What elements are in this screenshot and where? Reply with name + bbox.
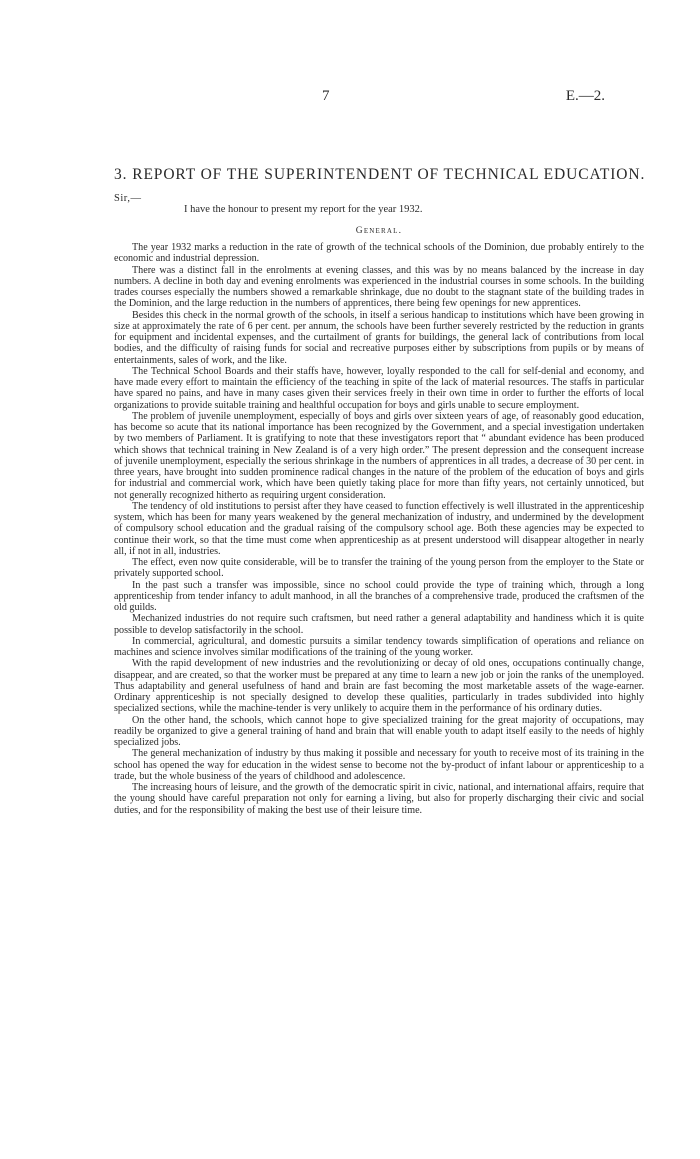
paragraph: The effect, even now quite considerable, will be to transfer the training of the young person from the employer to the State or privately supported school. [114, 557, 644, 580]
salutation: Sir,— [114, 193, 142, 204]
paragraph: In commercial, agricultural, and domestic pursuits a similar tendency towards simplification of operations and reliance on machines and science involves similar modifications of the training of the young worker. [114, 635, 644, 658]
page-number: 7 [322, 88, 330, 104]
paragraph: The problem of juvenile unemployment, especially of boys and girls over sixteen years of age, of reasonably good education, has become so acute that its national importance has been recognized by the Government, and a special investigation undertaken by two members of Parliament. It is gratifying to note that these investigators report that “ abundant evidence has been produced which shows that technical training in New Zealand is of a very high order.” The present depression and the consequent increase of juvenile unemployment, especially the serious shrinkage in the numbers of apprentices in all trades, a decrease of 30 per cent. in three years, have brought into sudden prominence radical changes in the nature of the problem of the education of boys and girls for industrial and commercial work, which have been quietly taking place for more than fifty years, not certainly unnoticed, but not generally recognized hitherto as requiring urgent consideration. [114, 410, 644, 501]
report-title: 3. REPORT OF THE SUPERINTENDENT OF TECHNICAL EDUCATION. [114, 166, 646, 183]
report-body [114, 242, 644, 816]
paragraph: The Technical School Boards and their staffs have, however, loyally responded to the call for self-denial and economy, and have made every effort to maintain the efficiency of the teaching in spite of the lack of material resources. The staffs in particular have spared no pains, and have in many cases given their services freely in their own time in order to further the efforts of local organizations to provide suitable training and healthful occupation for boys and girls unable to secure employment. [114, 365, 644, 411]
document-reference: E.—2. [565, 88, 605, 104]
intro-line: I have the honour to present my report for the year 1932. [184, 204, 423, 215]
section-heading: General. [355, 226, 403, 236]
paragraph: The general mechanization of industry by thus making it possible and necessary for youth to receive most of its training in the school has opened the way for education in the widest sense to become not the by-product of infant labour or apprenticeship to a trade, but the whole business of the years of childhood and adolescence. [114, 748, 644, 782]
paragraph: Besides this check in the normal growth of the schools, in itself a serious handicap to institutions which have been growing in size at approximately the rate of 6 per cent. per annum, the schools have been further severely restricted by the reduction in grants for equipment and incidental expenses, and the curtailment of grants for buildings, the general lack of contributions from local bodies, and the difficulty of raising funds for social and recreative purposes either by subscriptions from pupils or by means of entertainments, sales of work, and the like. [114, 309, 644, 366]
paragraph: The tendency of old institutions to persist after they have ceased to function effectively is well illustrated in the apprenticeship system, which has been for many years weakened by the general mechanization of industry, and undermined by the development of compulsory school education and the gradual raising of the compulsory school age. Both these agencies may be expected to continue their work, so that the time must come when apprenticeship as at present understood will disappear altogether in nearly all, if not in all, industries. [114, 500, 644, 557]
paragraph: There was a distinct fall in the enrolments at evening classes, and this was by no means balanced by the increase in day numbers. A decline in both day and evening enrolments was experienced in the industrial courses in some schools. In the building trades courses especially the numbers showed a remarkable shrinkage, due no doubt to the stagnant state of the building trades in the Dominion, and the large reduction in the numbers of apprentices, there being few openings for new apprentices. [114, 264, 644, 310]
paragraph: Mechanized industries do not require such craftsmen, but need rather a general adaptability and handiness which it is quite possible to develop satisfactorily in the school. [114, 613, 644, 636]
paragraph: The increasing hours of leisure, and the growth of the democratic spirit in civic, national, and international affairs, require that the young should have careful preparation not only for earning a living, but also for properly discharging their civic and social duties, and for the responsibility of making the best use of their leisure time. [114, 782, 644, 816]
paragraph: With the rapid development of new industries and the revolutionizing or decay of old ones, occupations continually change, disappear, and are created, so that the worker must be prepared at any time to learn a new job or join the ranks of the unemployed. Thus adaptability and general usefulness of hand and brain are fast becoming the most marketable assets of the wage-earner. Ordinary apprenticeship is not specially designed to develop these qualities, particularly in trades subdivided into highly specialized sections, while the machine-tender is very unlikely to acquire them in the performance of his ordinary duties. [114, 658, 644, 715]
paragraph: The year 1932 marks a reduction in the rate of growth of the technical schools of the Dominion, due probably entirely to the economic and industrial depression. [114, 242, 644, 265]
paragraph: In the past such a transfer was impossible, since no school could provide the type of training which, through a long apprenticeship from tender infancy to adult manhood, in all the branches of a comprehensive trade, produced the craftsmen of the old guilds. [114, 579, 644, 613]
paragraph: On the other hand, the schools, which cannot hope to give specialized training for the great majority of occupations, may readily be organized to give a general training of hand and brain that will enable youth to adapt itself easily to the needs of highly specialized jobs. [114, 714, 644, 748]
